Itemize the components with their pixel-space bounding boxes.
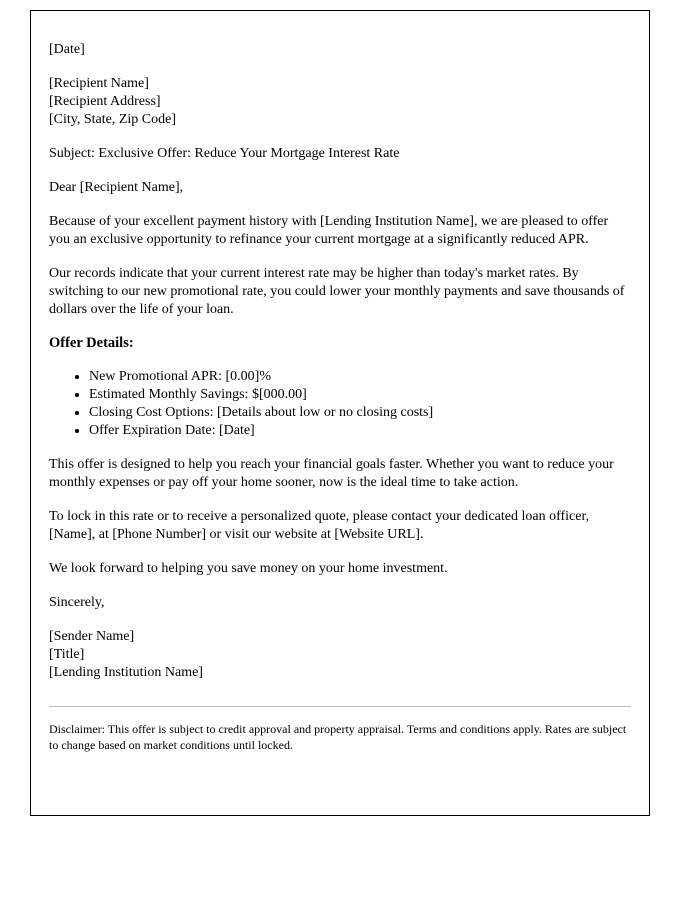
subject-line: Subject: Exclusive Offer: Reduce Your Mortgage Interest Rate	[49, 146, 400, 161]
signoff: Sincerely,	[49, 595, 105, 610]
recipient-name: [Recipient Name]	[49, 76, 149, 91]
offer-details-heading: Offer Details:	[49, 335, 134, 351]
recipient-city-state-zip: [City, State, Zip Code]	[49, 112, 177, 127]
sender-title: [Title]	[49, 647, 85, 662]
salutation: Dear [Recipient Name],	[49, 180, 184, 195]
divider-line	[49, 706, 631, 707]
offer-item-apr: • New Promotional APR: [0.00]%	[89, 368, 631, 386]
offer-item-savings: • Estimated Monthly Savings: $[000.00]	[89, 386, 631, 404]
closing-paragraph: We look forward to helping you save money on your home investment.	[49, 561, 448, 576]
offer-item-expiration: • Offer Expiration Date: [Date]	[89, 422, 631, 440]
recipient-block	[49, 75, 631, 129]
offer-item-closing-costs: • Closing Cost Options: [Details about low or no closing costs]	[89, 404, 631, 422]
sender-name: [Sender Name]	[49, 629, 135, 644]
sender-institution: [Lending Institution Name]	[49, 665, 203, 680]
goals-paragraph: This offer is designed to help you reach your financial goals faster. Whether you want to reduce your monthly expenses or pay off your home sooner, now is the ideal time to take action.	[49, 457, 614, 490]
contact-paragraph: To lock in this rate or to receive a personalized quote, please contact your dedicated loan officer, [Name], at [Phone Number] or visit our website at [Website URL].	[49, 509, 590, 542]
signature-block	[49, 628, 631, 682]
offer-details-list	[49, 368, 631, 440]
letter-date: [Date]	[49, 42, 85, 57]
records-paragraph: Our records indicate that your current interest rate may be higher than today's market rates. By switching to our new promotional rate, you could lower your monthly payments and save thousands of dollars over the life of your loan.	[49, 266, 625, 317]
disclaimer-text: Disclaimer: This offer is subject to credit approval and property appraisal. Terms and conditions apply. Rates are subject to change based on market conditions until locked.	[49, 722, 627, 752]
letter-page	[30, 10, 650, 816]
intro-paragraph: Because of your excellent payment history with [Lending Institution Name], we are pleased to offer you an exclusive opportunity to refinance your current mortgage at a significantly reduced APR.	[49, 214, 609, 247]
recipient-address: [Recipient Address]	[49, 94, 161, 109]
